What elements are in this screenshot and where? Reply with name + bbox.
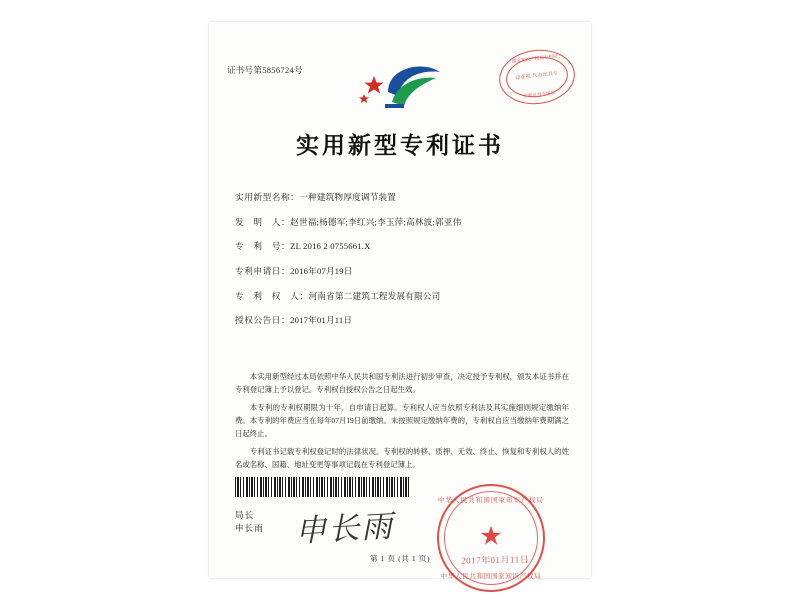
cnipa-logo-icon [352, 62, 448, 114]
barcode [235, 477, 409, 497]
certificate-body [235, 371, 569, 477]
field-label: 发 明 人： [235, 216, 291, 227]
field-value: 一种建筑物厚度调节装置 [299, 192, 397, 202]
field-row [235, 291, 569, 302]
field-value: 赵世福;杨德军;李红兴;李玉萍;高林波;郭亚伟 [290, 216, 462, 227]
field-label: 专 利 权 人： [235, 290, 309, 301]
tax-stamp-icon [496, 46, 578, 109]
tax-stamp-center-text: 印花税 代办出具专 [515, 71, 559, 82]
field-label: 专 利 号： [235, 241, 291, 252]
signature-name: 申长雨 [235, 523, 264, 534]
handwritten-signature: 申长雨 [294, 508, 396, 550]
tax-stamp-arc-bottom: 专利证书专用章 [522, 89, 556, 99]
seal-star-icon: ★ [479, 521, 503, 551]
field-row [235, 241, 569, 252]
field-row [235, 192, 569, 203]
field-label: 授权公告日： [235, 315, 291, 326]
field-row [235, 217, 569, 228]
signature-block [235, 509, 264, 536]
tax-stamp-arc-top: 国家知识产权局专利局 [511, 53, 558, 64]
body-paragraph: 本实用新型经过本局依照中华人民共和国专利法进行初步审查，决定授予专利权，颁发本证书并在专利登记簿上予以登记。专利权自授权公告之日起生效。 [235, 372, 569, 394]
certificate-fields [235, 192, 569, 340]
field-label: 专利申请日： [235, 266, 291, 277]
page-footer: 第 1 页 (共 1 页) [369, 554, 431, 563]
field-row [235, 266, 569, 277]
field-value: 河南省第二建筑工程发展有限公司 [308, 290, 441, 301]
certificate-number: 证书号第5856724号 [227, 65, 303, 75]
seal-date: 2017年01月11日 [460, 554, 530, 566]
official-seal-icon [437, 484, 545, 592]
page-title: 实用新型专利证书 [296, 132, 504, 159]
field-value: 2016年07月19日 [290, 266, 353, 277]
patent-certificate [209, 22, 591, 578]
seal-bottom-text: 中华人民共和国国家知识产权局 [440, 573, 542, 580]
seal-top-text: 中华人民共和国国家知识产权局 [437, 497, 545, 504]
body-paragraph: 本专利的专利权期限为十年，自申请日起算。专利权人应当依照专利法及其实施细则规定缴纳年费。本专利的年费应当在每年07月19日前缴纳。未按照规定缴纳年费的，专利权自应当缴纳年费期满之日起终止。 [235, 402, 569, 438]
signature-title: 局长 [235, 510, 255, 520]
body-paragraph: 专利证书记载专利权登记时的法律状况。专利权的转移、质押、无效、终止、恢复和专利权人的姓名或名称、国籍、地址变更等事项记载在专利登记簿上。 [235, 446, 569, 469]
field-value: ZL 2016 2 0755661.X [290, 241, 371, 252]
field-row [235, 315, 569, 326]
field-label: 实用新型名称： [235, 192, 300, 202]
field-value: 2017年01月11日 [290, 315, 353, 326]
